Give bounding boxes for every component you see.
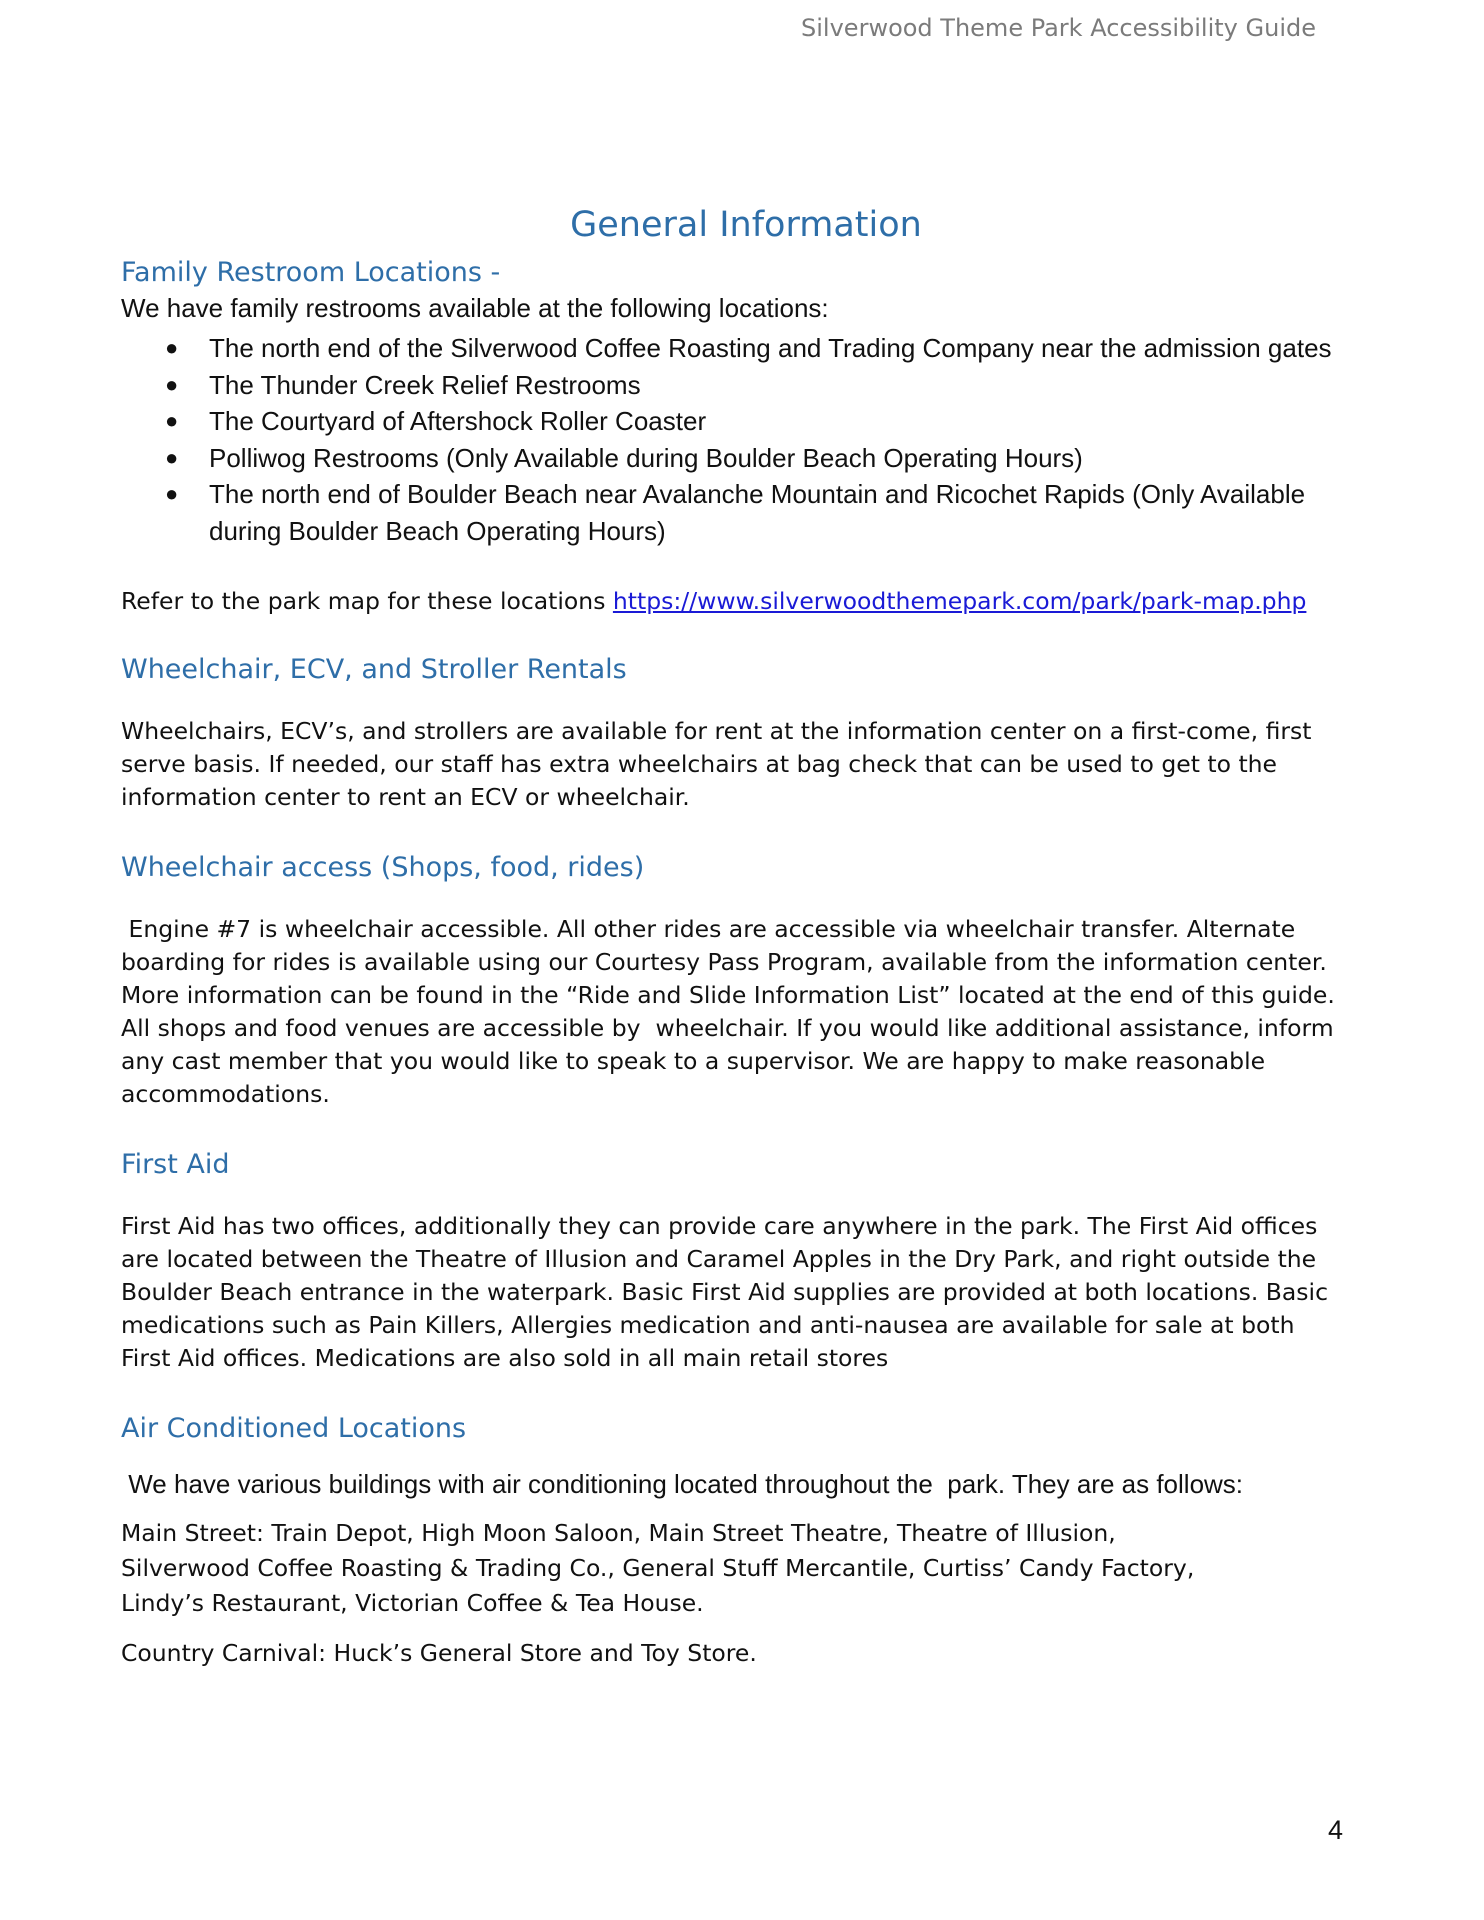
restroom-list bbox=[121, 330, 1351, 549]
wheelchair-access-text: Engine #7 is wheelchair accessible. All other rides are accessible via wheelchair transfer. Alternate boarding for rides is available using our Courtesy Pass Program, available from the information center. More information can be found in the “Ride and Slide Information List” located at the end of this guide. All shops and food venues are accessible by wheelchair. If you would like additional assistance, inform any cast member that you would like to speak to a supervisor. We are happy to make reasonable accommodations. bbox=[121, 915, 1343, 1108]
running-header: Silverwood Theme Park Accessibility Guide bbox=[801, 14, 1316, 42]
air-conditioned-heading: Air Conditioned Locations bbox=[121, 1413, 467, 1444]
list-item: ● Polliwog Restrooms (Only Available during Boulder Beach Operating Hours) bbox=[209, 440, 1351, 477]
main-street-locations: Main Street: Train Depot, High Moon Saloon, Main Street Theatre, Theatre of Illusion, Silverwood Coffee Roasting & Trading Co., General Stuff Mercantile, Curtiss’ Candy Factory, Lindy’s Restaurant, Victorian Coffee & Tea House. bbox=[121, 1519, 1195, 1617]
country-carnival-locations: Country Carnival: Huck’s General Store and Toy Store. bbox=[121, 1639, 757, 1667]
page-title: General Information bbox=[570, 205, 922, 245]
list-item: ● The Courtyard of Aftershock Roller Coaster bbox=[209, 403, 1351, 440]
rentals-heading: Wheelchair, ECV, and Stroller Rentals bbox=[121, 654, 627, 685]
wheelchair-access-heading: Wheelchair access (Shops, food, rides) bbox=[121, 852, 645, 883]
page-content bbox=[121, 205, 1351, 1670]
park-map-link[interactable]: https://www.silverwoodthemepark.com/park/park-map.php bbox=[612, 587, 1307, 615]
air-conditioned-intro: We have various buildings with air conditioning located throughout the park. They are as follows: bbox=[121, 1469, 1244, 1499]
rentals-text: Wheelchairs, ECV’s, and strollers are available for rent at the information center on a first-come, first serve basis. If needed, our staff has extra wheelchairs at bag check that can be used to get to the information center to rent an ECV or wheelchair. bbox=[121, 717, 1312, 811]
first-aid-heading: First Aid bbox=[121, 1149, 230, 1180]
first-aid-text: First Aid has two offices, additionally they can provide care anywhere in the park. The First Aid offices are located between the Theatre of Illusion and Caramel Apples in the Dry Park, and right outside the Boulder Beach entrance in the waterpark. Basic First Aid supplies are provided at both locations. Basic medications such as Pain Killers, Allergies medication and anti-nausea are available for sale at both First Aid offices. Medications are also sold in all main retail stores bbox=[121, 1212, 1328, 1372]
page-number: 4 bbox=[1327, 1815, 1343, 1845]
park-map-text: Refer to the park map for these locations bbox=[121, 587, 613, 615]
list-item: ● The north end of the Silverwood Coffee Roasting and Trading Company near the admission gates bbox=[209, 330, 1351, 367]
list-item: ● The Thunder Creek Relief Restrooms bbox=[209, 367, 1351, 404]
family-restroom-intro: We have family restrooms available at the following locations: bbox=[121, 293, 829, 323]
list-item: ● The north end of Boulder Beach near Avalanche Mountain and Ricochet Rapids (Only Available during Boulder Beach Operating Hours) bbox=[209, 476, 1351, 549]
park-map-reference bbox=[121, 585, 1351, 618]
family-restroom-heading: Family Restroom Locations - bbox=[121, 257, 501, 288]
